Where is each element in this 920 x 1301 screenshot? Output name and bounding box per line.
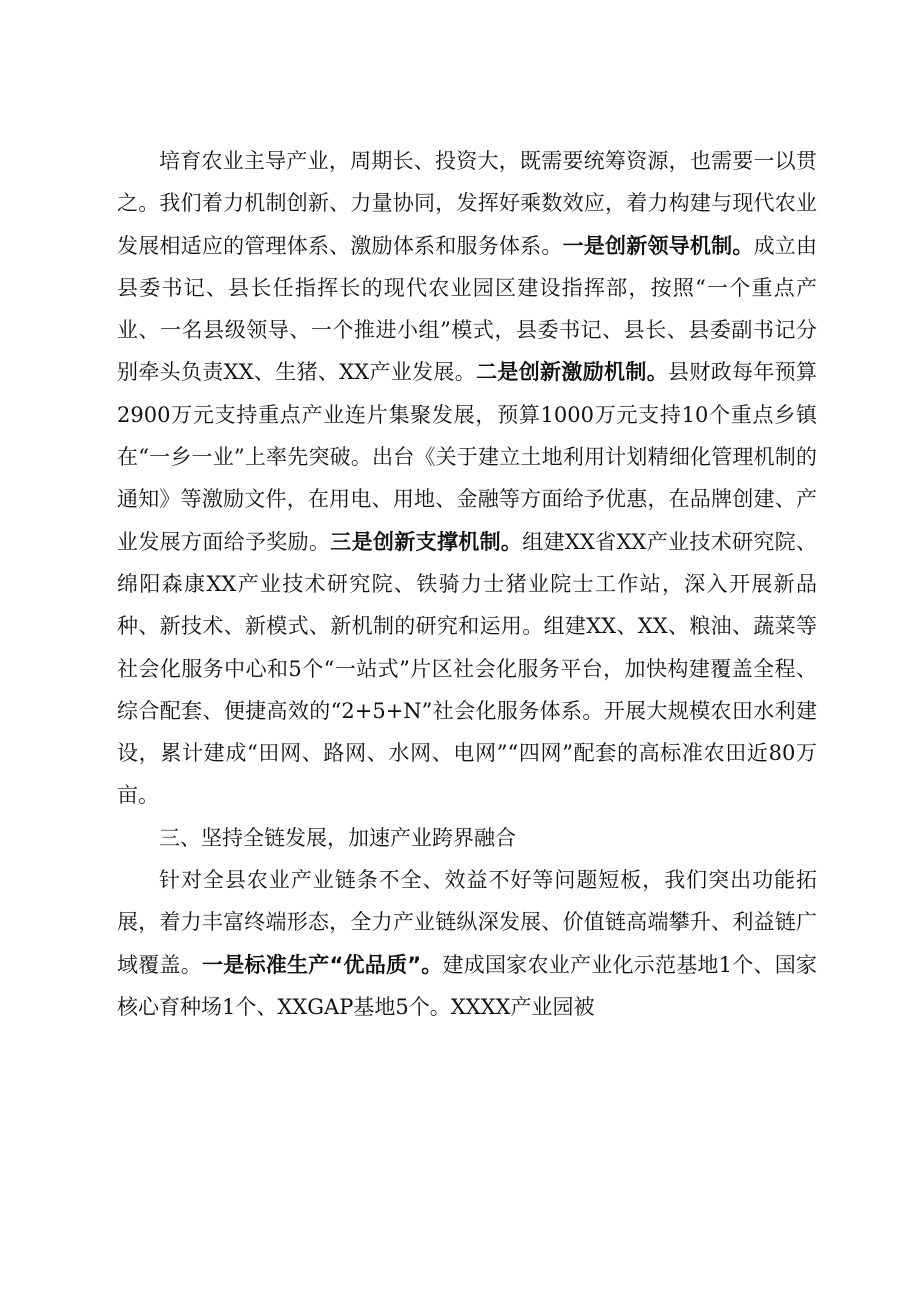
paragraph-full-chain bbox=[117, 859, 817, 1028]
paragraph-text: 成立由县委书记、县长任指挥长的现代农业园区建设指挥部，按照“一个重点产业、一名县级领导、一个推进小组”模式，县委书记、县长、县委副书记分别牵头负责XX、生猪、XX产业发展。 bbox=[117, 233, 817, 385]
paragraph-text: 针对全县农业产业链条不全、效益不好等问题短板，我们突出功能拓展，着力丰富终端形态，全力产业链纵深发展、价值链高端攀升、利益链广域覆盖。 bbox=[117, 868, 817, 977]
bold-lead-phrase: 一是创新领导机制。 bbox=[562, 233, 754, 258]
bold-lead-phrase: 二是创新激励机制。 bbox=[476, 360, 669, 385]
bold-lead-phrase: 三是创新支撑机制。 bbox=[330, 529, 523, 554]
paragraph-mechanism-innovation bbox=[117, 140, 817, 817]
paragraph-text: 县财政每年预算2900万元支持重点产业连片集聚发展，预算1000万元支持10个重点乡镇在“一乡一业”上率先突破。出台《关于建立土地利用计划精细化管理机制的通知》等激励文件，在用电、用地、金融等方面给予优惠，在品牌创建、产业发展方面给予奖励。 bbox=[117, 360, 818, 554]
paragraph-text: 组建XX省XX产业技术研究院、绵阳森康XX产业技术研究院、铁骑力士猪业院士工作站，深入开展新品种、新技术、新模式、新机制的研究和运用。组建XX、XX、粮油、蔬菜等社会化服务中心和5个“一站式”片区社会化服务平台，加快构建覆盖全程、综合配套、便捷高效的“2+5+N”社会化服务体系。开展大规模农田水利建设，累计建成“田网、路网、水网、电网”“四网”配套的高标准农田近80万亩。 bbox=[117, 529, 818, 808]
paragraph-text: 建成国家农业产业化示范基地1个、国家核心育种场1个、XXGAP基地5个。XXXX产业园被 bbox=[117, 952, 818, 1019]
document-body bbox=[117, 140, 817, 1028]
paragraph-text: 培育农业主导产业，周期长、投资大，既需要统筹资源，也需要一以贯之。我们着力机制创新、力量协同，发挥好乘数效应，着力构建与现代农业发展相适应的管理体系、激励体系和服务体系。 bbox=[117, 149, 817, 258]
section-heading: 三、坚持全链发展，加速产业跨界融合 bbox=[159, 825, 516, 850]
bold-lead-phrase: 一是标准生产“优品质”。 bbox=[201, 952, 443, 977]
